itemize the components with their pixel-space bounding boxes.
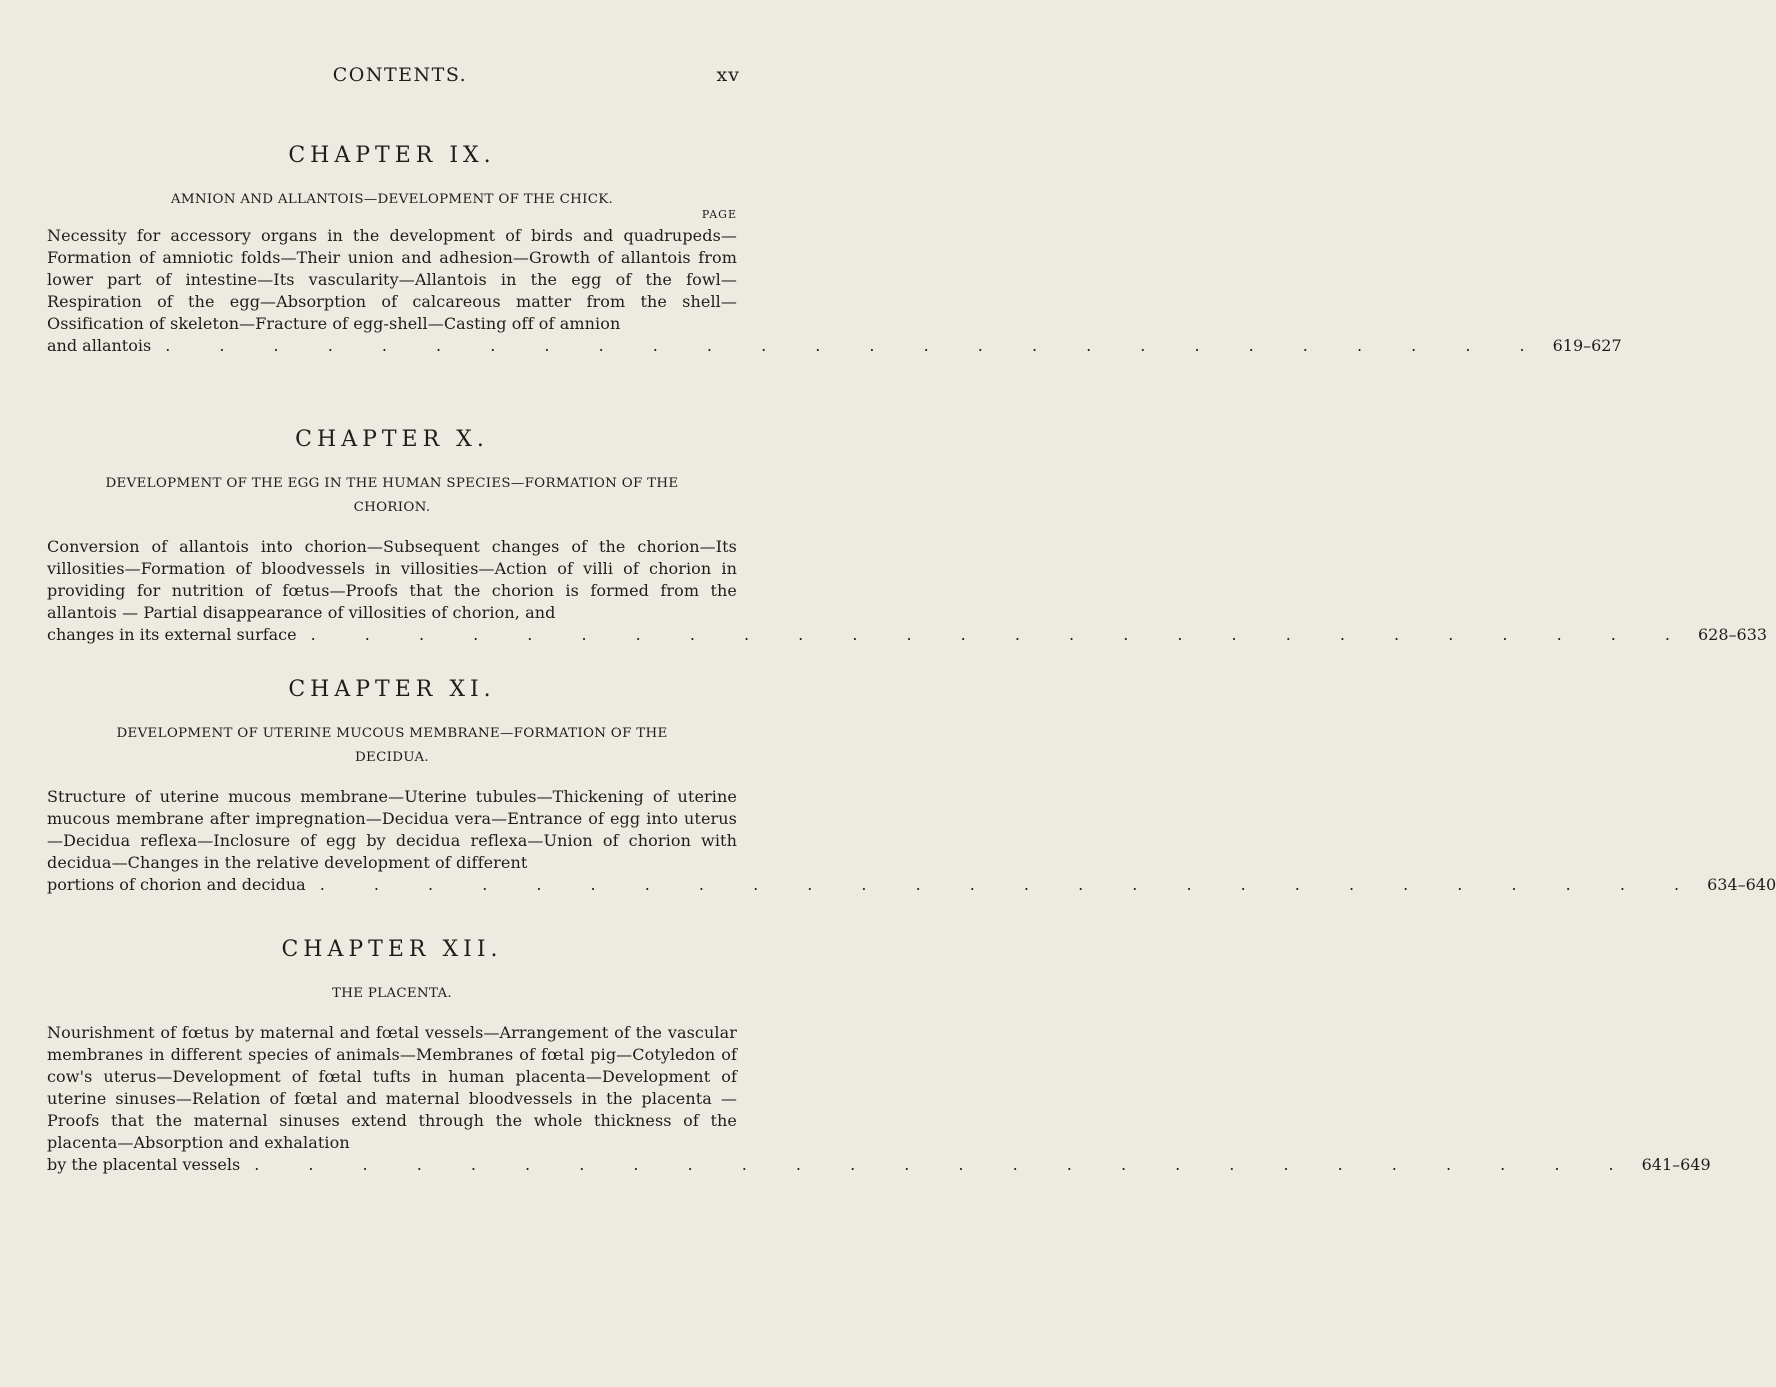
entry-last-text: and allantois [47,336,152,355]
entry-last-text: changes in its external surface [47,625,297,644]
chapter-summary: Necessity for accessory organs in the development of birds and quadrupeds—Formation of amniotic folds—Their union and adhesion—Growth of allantois from lower part of intestine—Its vascularity—Allantois in the egg of the fowl—Respiration of the egg—Absorption of calcareous matter from the shell—Ossification of skeleton—Fracture of egg-shell—Casting off of amnion [47,226,737,333]
dot-leader: . . . . . . . . . . . . . . . . . . . . . . . . . . [310,625,1692,644]
chapter-subtitle: DEVELOPMENT OF UTERINE MUCOUS MEMBRANE—FORMATION OF THE [116,726,668,741]
entry-last-text: by the placental vessels [47,1155,241,1174]
contents-entry-line [47,335,1622,357]
running-title: CONTENTS. [332,64,468,86]
chapter-subtitle: DECIDUA. [355,750,429,765]
chapter-summary: Nourishment of fœtus by maternal and fœtal vessels—Arrangement of the vascular membranes in different species of animals—Membranes of fœtal pig—Cotyledon of cow's uterus—Development of fœtal tufts in human placenta—Development of uterine sinuses—Relation of fœtal and maternal bloodvessels in the placenta — Proofs that the maternal sinuses extend through the whole thickness of the placenta—Absorption and exhalation [47,1023,737,1152]
page-number: xv [716,64,740,86]
chapter-heading: CHAPTER X. [295,427,489,452]
chapter-xi [47,677,1776,896]
chapter-heading: CHAPTER IX. [288,143,496,168]
page-range: 628–633 [1698,625,1768,644]
entry-last-text: portions of chorion and decidua [47,875,306,894]
page-range: 619–627 [1552,336,1622,355]
chapter-ix [47,143,1622,357]
page-column-label: PAGE [701,208,737,221]
chapter-x [47,427,1768,646]
chapter-subtitle: CHORION. [353,500,431,515]
chapter-heading: CHAPTER XI. [288,677,496,702]
contents-entry-line [47,874,1776,896]
chapter-subtitle: THE PLACENTA. [332,986,452,1001]
contents-entry-line [47,624,1768,646]
chapter-summary: Conversion of allantois into chorion—Subsequent changes of the chorion—Its villosities—Formation of bloodvessels in villosities—Action of villi of chorion in providing for nutrition of fœtus—Proofs that the chorion is formed from the allantois — Partial disappearance of villosities of chorion, and [47,537,737,622]
chapter-summary: Structure of uterine mucous membrane—Uterine tubules—Thickening of uterine mucous membrane after impregnation—Decidua vera—Entrance of egg into uterus—Decidua reflexa—Inclosure of egg by decidua reflexa—Union of chorion with decidua—Changes in the relative development of different [47,787,737,872]
chapter-heading: CHAPTER XII. [281,937,503,962]
dot-leader: . . . . . . . . . . . . . . . . . . . . . . . . . . [319,875,1702,894]
chapter-subtitle: AMNION AND ALLANTOIS—DEVELOPMENT OF THE CHICK. [170,192,614,207]
contents-entry-line [47,1154,1711,1176]
chapter-xii [47,937,1711,1176]
page-range: 641–649 [1641,1155,1711,1174]
dot-leader: . . . . . . . . . . . . . . . . . . . . . . . . . . [165,336,1547,355]
dot-leader: . . . . . . . . . . . . . . . . . . . . . . . . . . [254,1155,1636,1174]
running-head [0,64,800,92]
page-range: 634–640 [1707,875,1776,894]
chapter-subtitle: DEVELOPMENT OF THE EGG IN THE HUMAN SPECIES—FORMATION OF THE [105,476,679,491]
